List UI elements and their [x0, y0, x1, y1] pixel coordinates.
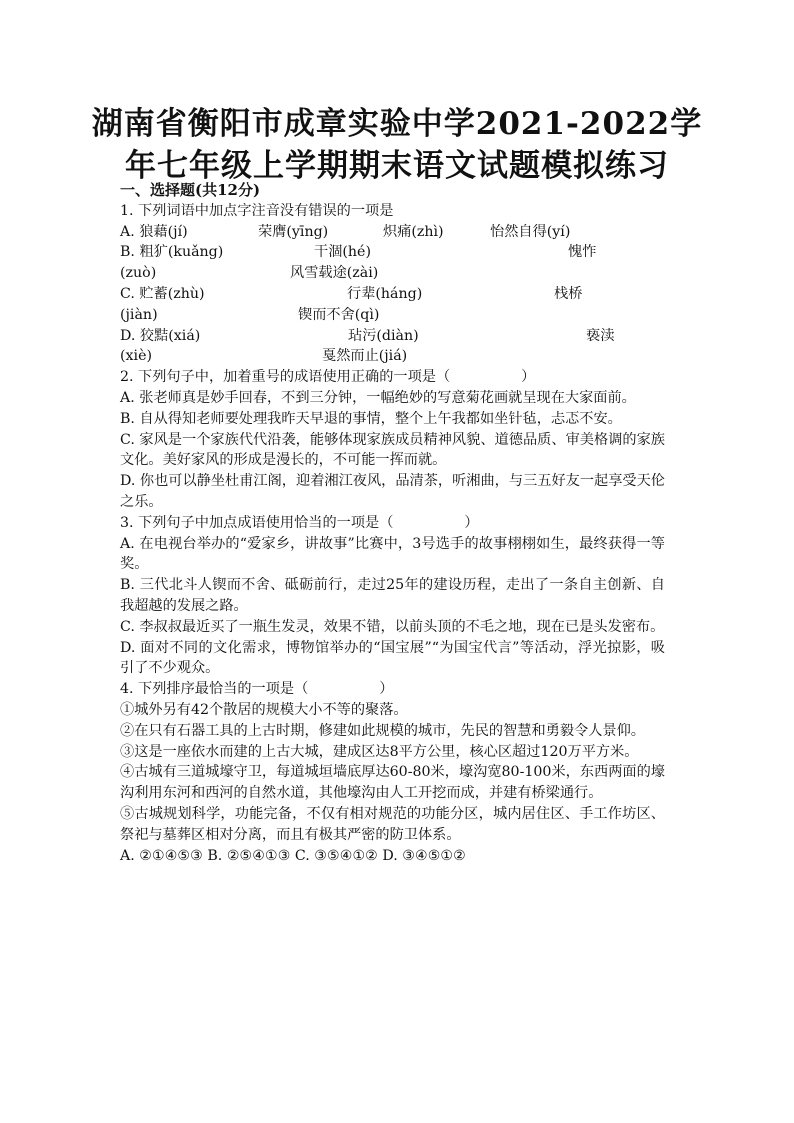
q2-option-b: B. 自从得知老师要处理我昨天早退的事情，整个上午我都如坐针毡，忐忑不安。 [120, 410, 622, 427]
q2-option-a: A. 张老师真是妙手回春，不到三分钟，一幅绝妙的写意菊花画就呈现在大家面前。 [120, 389, 636, 406]
q2-stem: 2. 下列句子中，加着重号的成语使用正确的一项是（ ） [120, 369, 536, 386]
q1-d-1: D. 狡黠(xiá) [120, 327, 201, 344]
q3-option-a: A. 在电视台举办的“爱家乡，讲故事”比赛中，3号选手的故事栩栩如生，最终获得一等奖。 [120, 535, 665, 573]
q4-sentence-2: ②在只有石器工具的上古时期，修建如此规模的城市，先民的智慧和勇毅令人景仰。 [120, 722, 645, 739]
q1-stem: 1. 下列词语中加点字注音没有错误的一项是 [120, 202, 394, 219]
q1-d-3: 亵渎 [586, 327, 615, 344]
q1-c-3: 栈桥 [554, 285, 583, 302]
q1-d-5: 戛然而止(jiá) [322, 348, 408, 365]
q1-c-4: (jiàn) [120, 306, 158, 323]
q3-option-c: C. 李叔叔最近买了一瓶生发灵，效果不错，以前头顶的不毛之地，现在已是头发密布。 [120, 618, 665, 635]
q4-sentence-4: ④古城有三道城壕守卫，每道城垣墙底厚达60-80米，壕沟宽80-100米，东西两面的壕沟利用东河和西河的自然水道，其他壕沟由人工开挖而成，并建有桥梁通行。 [120, 764, 665, 802]
q1-c-5: 锲而不舍(qì) [298, 306, 380, 323]
q1-c-1: C. 贮蓄(zhù) [120, 285, 205, 302]
q1-b-4: (zuò) [120, 265, 157, 282]
q1-b-3: 愧怍 [568, 244, 597, 261]
q2-option-c: C. 家风是一个家族代代沿袭，能够体现家族成员精神风貌、道德品质、审美格调的家族文化。美好家风的形成是漫长的，不可能一挥而就。 [120, 431, 665, 469]
q1-c-2: 行辈(háng) [347, 285, 423, 302]
q1-a-1: A. 狼藉(jí) [120, 223, 188, 240]
q1-a-3: 炽痛(zhì) [383, 223, 444, 240]
page-title-line-1: 湖南省衡阳市成章实验中学2021-2022学 [91, 106, 703, 142]
q1-option-d-cont [120, 346, 665, 367]
q3-option-d: D. 面对不同的文化需求，博物馆举办的“国宝展”“为国宝代言”等活动，浮光掠影，吸引了不少观众。 [120, 639, 665, 677]
q2-option-d: D. 你也可以静坐杜甫江阁，迎着湘江夜风，品清茶，听湘曲，与三五好友一起享受天伦之乐。 [120, 473, 665, 510]
q1-d-2: 玷污(diàn) [348, 327, 419, 344]
q1-option-a [120, 222, 665, 243]
q3-option-b: B. 三代北斗人锲而不舍、砥砺前行，走过25年的建设历程，走出了一条自主创新、自我超越的发展之路。 [120, 577, 665, 614]
q1-b-5: 风雪载途(zài) [290, 265, 379, 282]
q1-option-d [120, 326, 665, 347]
q1-d-4: (xiè) [120, 348, 153, 365]
q1-option-b-cont [120, 263, 665, 284]
question-content [120, 180, 665, 866]
q4-sentence-5: ⑤古城规划科学，功能完备，不仅有相对规范的功能分区，城内居住区、手工作坊区、祭祀与墓葬区相对分离，而且有极其严密的防卫体系。 [120, 805, 665, 843]
q4-options: A. ②①④⑤③ B. ②⑤④①③ C. ③⑤④①② D. ③④⑤①② [120, 847, 466, 864]
q1-option-c-cont [120, 305, 665, 326]
q1-option-b [120, 242, 665, 263]
q4-stem: 4. 下列排序最恰当的一项是（ ） [120, 681, 394, 698]
page-title-line-2: 年七年级上学期期末语文试题模拟练习 [125, 148, 669, 184]
q1-b-2: 干涸(hé) [314, 244, 371, 261]
q1-a-4: 怡然自得(yí) [490, 223, 571, 240]
section-heading: 一、选择题(共12分) [120, 181, 261, 199]
q4-sentence-1: ①城外另有42个散居的规模大小不等的聚落。 [120, 701, 408, 718]
q1-option-c [120, 284, 665, 305]
q3-stem: 3. 下列句子中加点成语使用恰当的一项是（ ） [120, 514, 479, 531]
q1-b-1: B. 粗犷(kuǎng) [120, 244, 224, 261]
q1-a-2: 荣膺(yīng) [258, 223, 329, 240]
q4-sentence-3: ③这是一座依水而建的上古大城，建成区达8平方公里，核心区超过120万平方米。 [120, 743, 639, 760]
